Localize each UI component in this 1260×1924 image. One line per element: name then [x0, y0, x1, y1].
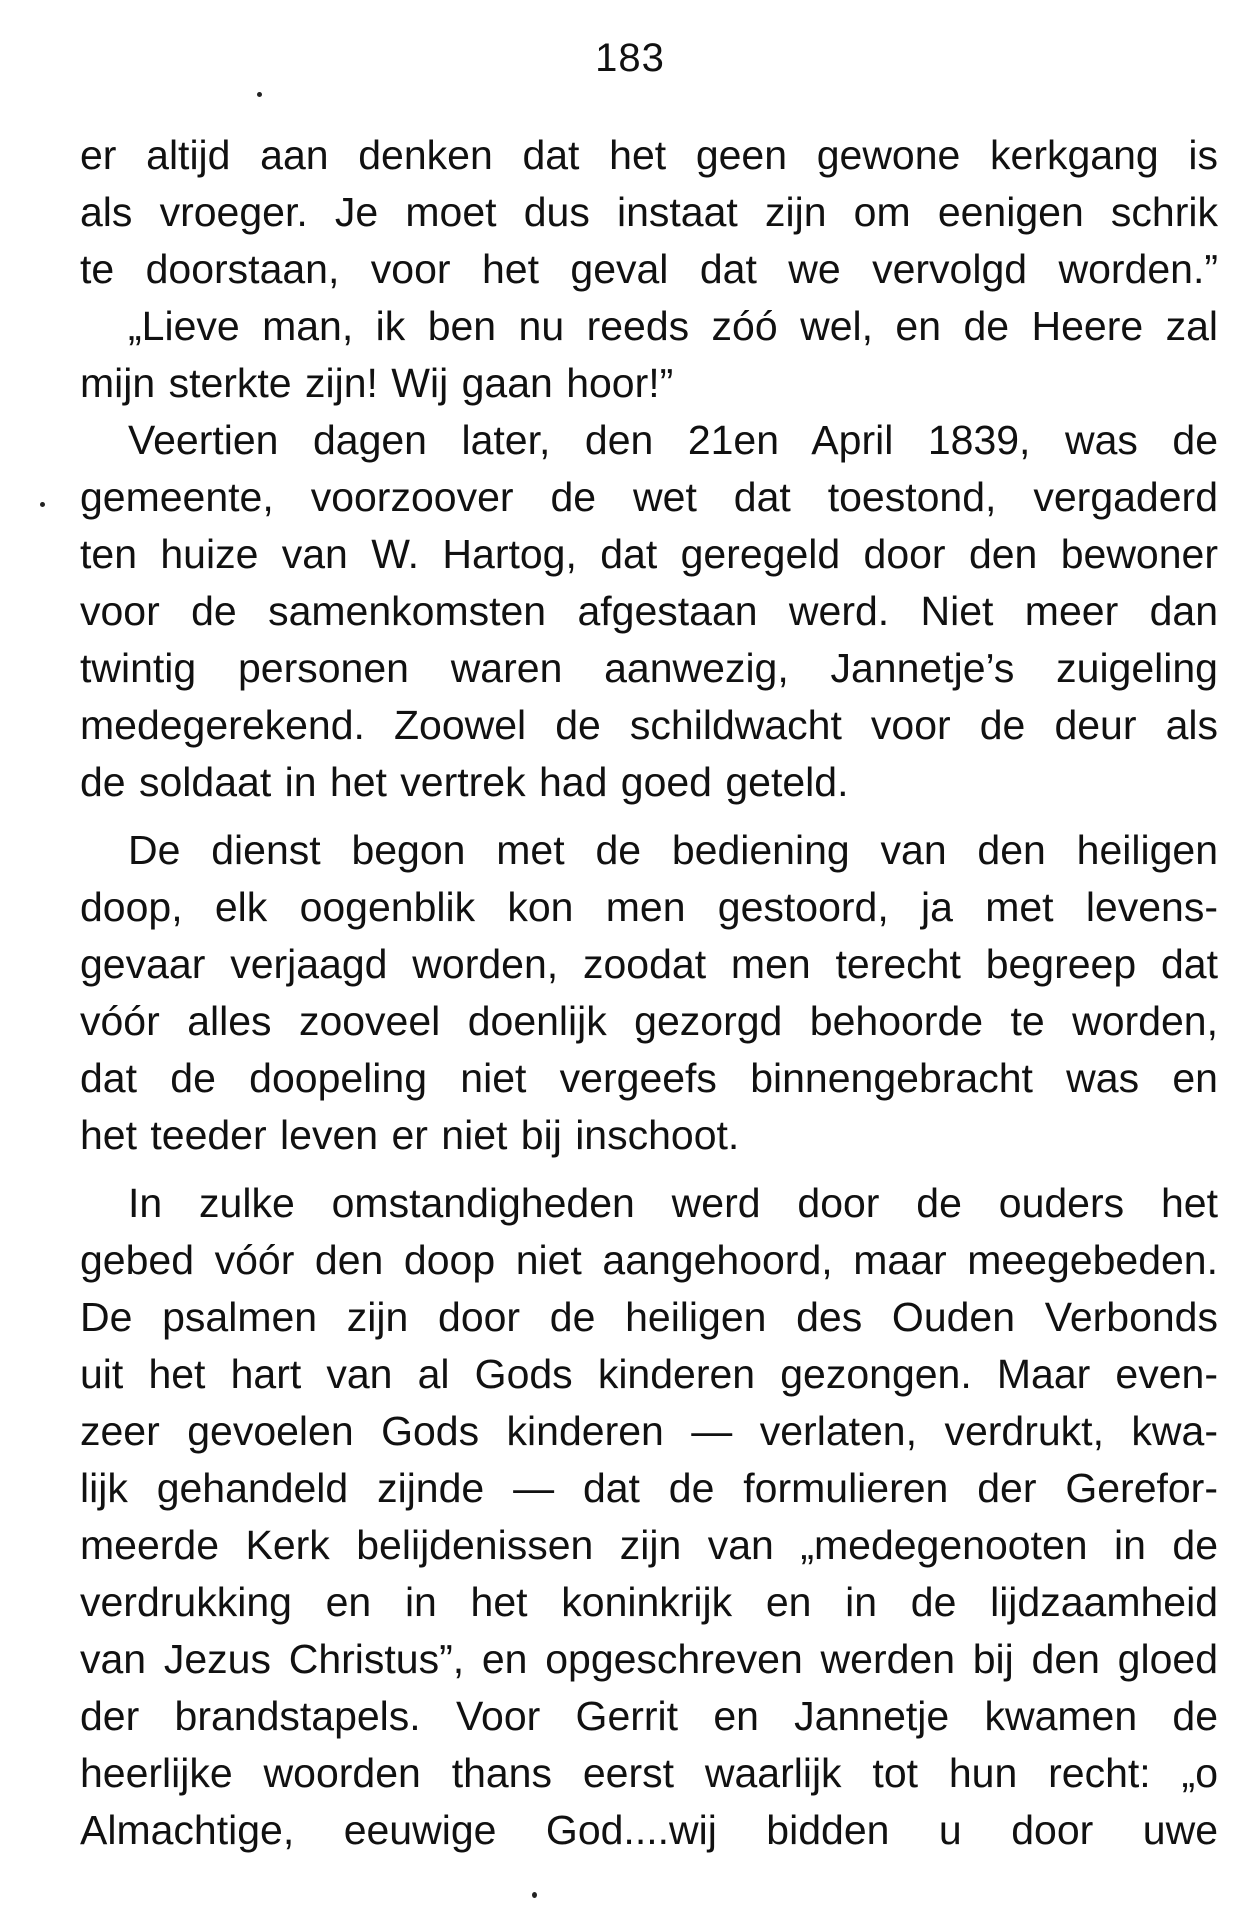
- text-line: gemeente, voorzoover de wet dat toestond, vergaderd: [80, 474, 1218, 520]
- page-number: 183: [595, 36, 665, 80]
- text-line: meerde Kerk belijdenissen zijn van „medegenooten in de: [80, 1522, 1218, 1568]
- text-line: twintig personen waren aanwezig, Jannetje’s zuigeling: [80, 645, 1218, 691]
- text-line: gevaar verjaagd worden, zoodat men terecht begreep dat: [80, 941, 1218, 987]
- text-line: te doorstaan, voor het geval dat we vervolgd worden.”: [80, 246, 1218, 292]
- text-line: „Lieve man, ik ben nu reeds zóó wel, en de Heere zal: [128, 303, 1218, 349]
- text-line: voor de samenkomsten afgestaan werd. Niet meer dan: [80, 588, 1218, 634]
- text-line: van Jezus Christus”, en opgeschreven werden bij den gloed: [80, 1636, 1218, 1682]
- text-line: mijn sterkte zijn! Wij gaan hoor!”: [80, 360, 674, 406]
- text-line: Veertien dagen later, den 21en April 1839, was de: [128, 417, 1218, 463]
- text-line: er altijd aan denken dat het geen gewone kerkgang is: [80, 132, 1218, 178]
- print-speck: [40, 502, 45, 507]
- text-line: doop, elk oogenblik kon men gestoord, ja met levens-: [80, 884, 1218, 930]
- text-line: dat de doopeling niet vergeefs binnengebracht was en: [80, 1055, 1218, 1101]
- print-speck: [532, 1892, 537, 1898]
- text-line: ten huize van W. Hartog, dat geregeld door den bewoner: [80, 531, 1218, 577]
- text-line: medegerekend. Zoowel de schildwacht voor de deur als: [80, 702, 1218, 748]
- text-line: de soldaat in het vertrek had goed geteld.: [80, 759, 849, 805]
- text-line: heerlijke woorden thans eerst waarlijk tot hun recht: „o: [80, 1750, 1218, 1796]
- text-line: In zulke omstandigheden werd door de ouders het: [128, 1180, 1218, 1226]
- print-speck: [257, 92, 262, 97]
- text-line: der brandstapels. Voor Gerrit en Jannetje kwamen de: [80, 1693, 1218, 1739]
- text-line: Almachtige, eeuwige God....wij bidden u door uwe: [80, 1807, 1218, 1853]
- text-line: De dienst begon met de bediening van den heiligen: [128, 827, 1218, 873]
- text-line: het teeder leven er niet bij inschoot.: [80, 1112, 740, 1158]
- text-line: als vroeger. Je moet dus instaat zijn om eenigen schrik: [80, 189, 1218, 235]
- text-line: uit het hart van al Gods kinderen gezongen. Maar even-: [80, 1351, 1218, 1397]
- text-line: De psalmen zijn door de heiligen des Ouden Verbonds: [80, 1294, 1218, 1340]
- text-line: verdrukking en in het koninkrijk en in de lijdzaamheid: [80, 1579, 1218, 1625]
- text-line: lijk gehandeld zijnde — dat de formulieren der Gerefor-: [80, 1465, 1218, 1511]
- text-line: vóór alles zooveel doenlijk gezorgd behoorde te worden,: [80, 998, 1218, 1044]
- text-line: gebed vóór den doop niet aangehoord, maar meegebeden.: [80, 1237, 1218, 1283]
- text-line: zeer gevoelen Gods kinderen — verlaten, verdrukt, kwa-: [80, 1408, 1218, 1454]
